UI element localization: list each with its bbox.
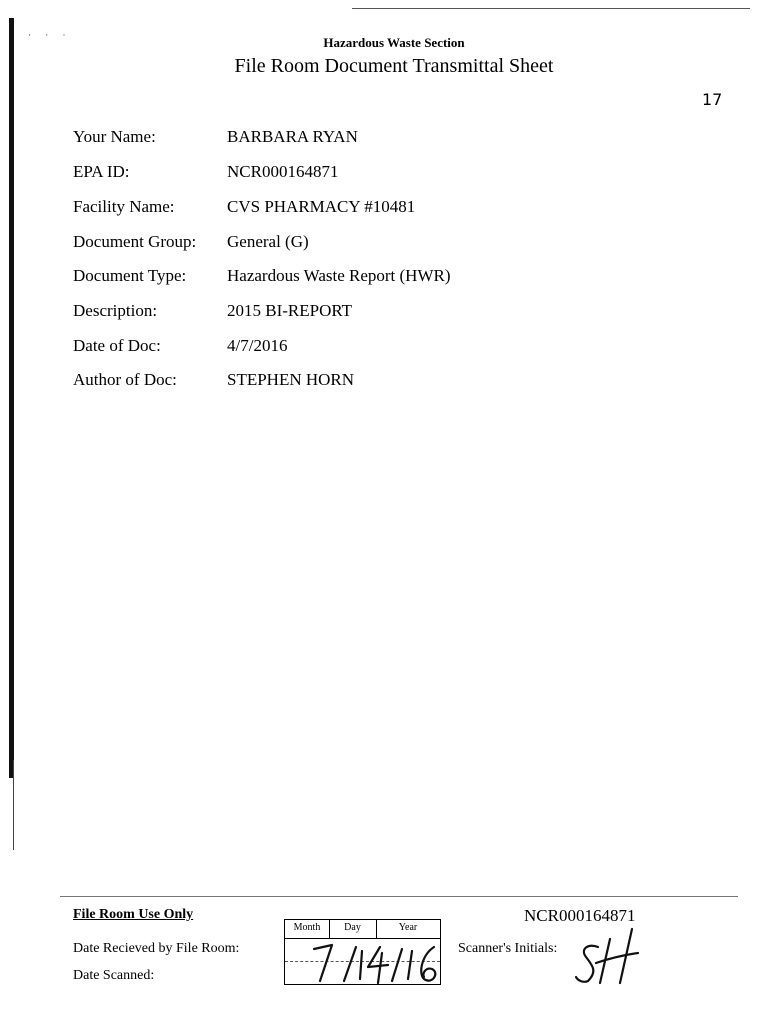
handwritten-year-1	[408, 951, 412, 979]
field-value-author-of-doc: STEPHEN HORN	[227, 370, 355, 389]
handwritten-year-6	[421, 947, 435, 981]
field-value-document-type: Hazardous Waste Report (HWR)	[227, 266, 451, 285]
month-header: Month	[293, 922, 321, 933]
footer-divider	[60, 896, 738, 897]
field-label-document-group: Document Group:	[73, 232, 197, 251]
field-label-description: Description:	[73, 301, 158, 320]
scan-specks: · · ·	[28, 30, 72, 40]
scanner-initials-label: Scanner's Initials:	[458, 941, 558, 956]
file-room-title: File Room Use Only	[73, 907, 194, 922]
slash-2	[392, 949, 402, 981]
year-header: Year	[398, 922, 418, 933]
field-value-description: 2015 BI-REPORT	[227, 301, 353, 320]
field-value-facility-name: CVS PHARMACY #10481	[227, 197, 416, 216]
page-number: 17	[702, 90, 723, 109]
day-header: Day	[344, 922, 361, 933]
field-label-author-of-doc: Author of Doc:	[73, 370, 177, 389]
handwritten-initials	[572, 925, 642, 987]
field-value-date-of-doc: 4/7/2016	[227, 336, 288, 355]
field-label-facility-name: Facility Name:	[73, 197, 175, 216]
page-title: File Room Document Transmittal Sheet	[234, 55, 554, 77]
handwritten-month-7	[314, 945, 332, 981]
handwritten-date	[284, 935, 444, 990]
initial-s	[576, 946, 598, 982]
field-label-document-type: Document Type:	[73, 266, 187, 285]
field-value-epa-id: NCR000164871	[227, 162, 339, 181]
field-label-date-of-doc: Date of Doc:	[73, 336, 161, 355]
file-room-epa-id: NCR000164871	[524, 906, 636, 925]
field-label-epa-id: EPA ID:	[73, 162, 130, 181]
handwritten-day-4	[368, 947, 388, 983]
field-label-your-name: Your Name:	[73, 127, 156, 146]
scan-edge-mark-thin	[13, 760, 14, 850]
initial-h	[596, 929, 638, 983]
date-received-label: Date Recieved by File Room:	[73, 941, 240, 956]
date-scanned-label: Date Scanned:	[73, 968, 155, 983]
section-heading: Hazardous Waste Section	[323, 35, 465, 50]
handwritten-day-1	[360, 951, 362, 979]
scan-edge-mark	[9, 18, 14, 778]
slash-1	[344, 947, 356, 981]
field-value-your-name: BARBARA RYAN	[227, 127, 358, 146]
top-rule	[352, 8, 750, 9]
field-value-document-group: General (G)	[227, 232, 309, 251]
